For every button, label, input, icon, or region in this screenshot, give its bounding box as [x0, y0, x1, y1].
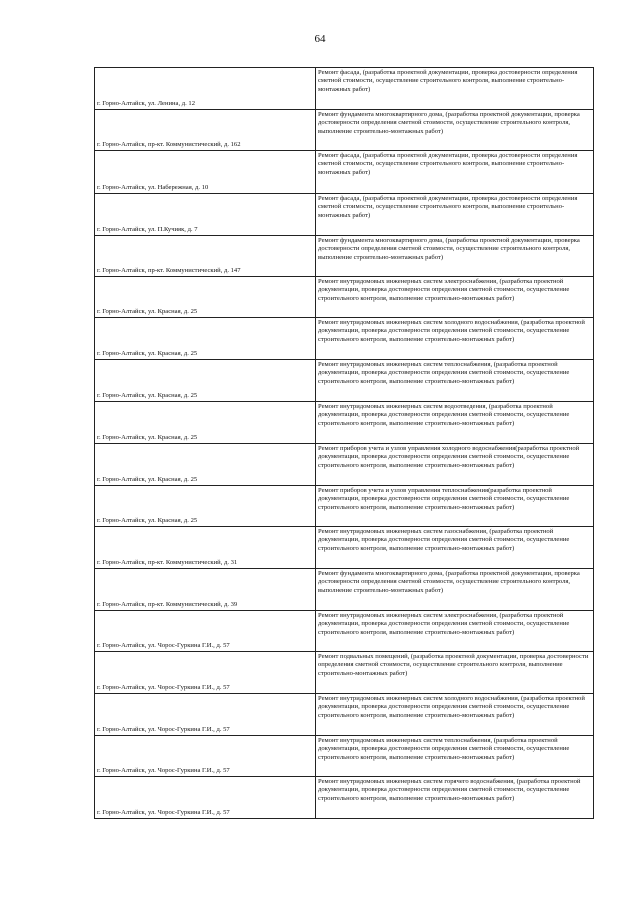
works-table-body	[95, 68, 594, 819]
table-row	[95, 236, 594, 277]
address-cell: г. Горно-Алтайск, пр-кт. Коммунистический, д. 162	[95, 110, 316, 151]
work-description-cell: Ремонт внутридомовых инженерных систем холодного водоснабжения, (разработка проектной документации, проверка достоверности определения сметной стоимости, осуществление строительного контроля, выполнение строительно-монтажных работ)	[316, 694, 594, 736]
address-cell: г. Горно-Алтайск, ул. Красная, д. 25	[95, 486, 316, 527]
table-row	[95, 402, 594, 444]
work-description-cell: Ремонт фасада, (разработка проектной документации, проверка достоверности определения сметной стоимости, осуществление строительного контроля, выполнение строительно-монтажных работ)	[316, 68, 594, 110]
table-row	[95, 110, 594, 151]
work-description-cell: Ремонт фундамента многоквартирного дома, (разработка проектной документации, проверка достоверности определения сметной стоимости, осуществление строительного контроля, выполнение строительно-монтажных работ)	[316, 110, 594, 151]
table-row	[95, 611, 594, 652]
work-description-cell: Ремонт фундамента многоквартирного дома, (разработка проектной документации, проверка достоверности определения сметной стоимости, осуществление строительного контроля, выполнение строительно-монтажных работ)	[316, 236, 594, 277]
work-description-cell: Ремонт внутридомовых инженерных систем электроснабжения, (разработка проектной документации, проверка достоверности определения сметной стоимости, осуществление строительного контроля, выполнение строительно-монтажных работ)	[316, 611, 594, 652]
work-description-cell: Ремонт внутридомовых инженерных систем теплоснабжения, (разработка проектной документации, проверка достоверности определения сметной стоимости, осуществление строительного контроля, выполнение строительно-монтажных работ)	[316, 360, 594, 402]
table-row	[95, 736, 594, 777]
table-row	[95, 360, 594, 402]
work-description-cell: Ремонт внутридомовых инженерных систем холодного водоснабжения, (разработка проектной документации, проверка достоверности определения сметной стоимости, осуществление строительного контроля, выполнение строительно-монтажных работ)	[316, 318, 594, 360]
address-cell: г. Горно-Алтайск, ул. Красная, д. 25	[95, 277, 316, 318]
address-cell: г. Горно-Алтайск, ул. Красная, д. 25	[95, 360, 316, 402]
address-cell: г. Горно-Алтайск, ул. Ленина, д. 12	[95, 68, 316, 110]
work-description-cell: Ремонт внутридомовых инженерных систем электроснабжения, (разработка проектной документации, проверка достоверности определения сметной стоимости, осуществление строительного контроля, выполнение строительно-монтажных работ)	[316, 277, 594, 318]
table-row	[95, 277, 594, 318]
table-row	[95, 694, 594, 736]
work-description-cell: Ремонт внутридомовых инженерных систем горячего водоснабжения, (разработка проектной документации, проверка достоверности определения сметной стоимости, осуществление строительного контроля, выполнение строительно-монтажных работ)	[316, 777, 594, 819]
page-number: 64	[314, 33, 326, 45]
address-cell: г. Горно-Алтайск, ул. Чорос-Гуркина Г.И., д. 57	[95, 736, 316, 777]
address-cell: г. Горно-Алтайск, пр-кт. Коммунистический, д. 147	[95, 236, 316, 277]
table-row	[95, 777, 594, 819]
table-row	[95, 318, 594, 360]
table-row	[95, 486, 594, 527]
work-description-cell: Ремонт внутридомовых инженерных систем газоснабжения, (разработка проектной документации, проверка достоверности определения сметной стоимости, осуществление строительного контроля, выполнение строительно-монтажных работ)	[316, 527, 594, 569]
address-cell: г. Горно-Алтайск, ул. Чорос-Гуркина Г.И., д. 57	[95, 777, 316, 819]
work-description-cell: Ремонт приборов учета и узлов управления холодного водоснабжения(разработка проектной документации, проверка достоверности определения сметной стоимости, осуществление строительного контроля, выполнение строительно-монтажных работ)	[316, 444, 594, 486]
address-cell: г. Горно-Алтайск, ул. П.Кучияк, д. 7	[95, 194, 316, 236]
table-row	[95, 444, 594, 486]
table-row	[95, 68, 594, 110]
table-row	[95, 527, 594, 569]
address-cell: г. Горно-Алтайск, ул. Красная, д. 25	[95, 318, 316, 360]
work-description-cell: Ремонт приборов учета и узлов управления теплоснабжения(разработка проектной документации, проверка достоверности определения сметной стоимости, осуществление строительного контроля, выполнение строительно-монтажных работ)	[316, 486, 594, 527]
address-cell: г. Горно-Алтайск, ул. Красная, д. 25	[95, 444, 316, 486]
address-cell: г. Горно-Алтайск, пр-кт. Коммунистический, д. 31	[95, 527, 316, 569]
address-cell: г. Горно-Алтайск, ул. Чорос-Гуркина Г.И., д. 57	[95, 611, 316, 652]
works-table	[94, 67, 594, 819]
table-row	[95, 569, 594, 611]
work-description-cell: Ремонт внутридомовых инженерных систем теплоснабжения, (разработка проектной документации, проверка достоверности определения сметной стоимости, осуществление строительного контроля, выполнение строительно-монтажных работ)	[316, 736, 594, 777]
work-description-cell: Ремонт внутридомовых инженерных систем водоотведения, (разработка проектной документации, проверка достоверности определения сметной стоимости, осуществление строительного контроля, выполнение строительно-монтажных работ)	[316, 402, 594, 444]
address-cell: г. Горно-Алтайск, ул. Чорос-Гуркина Г.И., д. 57	[95, 652, 316, 694]
table-row	[95, 194, 594, 236]
table-row	[95, 652, 594, 694]
address-cell: г. Горно-Алтайск, ул. Чорос-Гуркина Г.И., д. 57	[95, 694, 316, 736]
work-description-cell: Ремонт фасада, (разработка проектной документации, проверка достоверности определения сметной стоимости, осуществление строительного контроля, выполнение строительно-монтажных работ)	[316, 151, 594, 194]
address-cell: г. Горно-Алтайск, пр-кт. Коммунистический, д. 39	[95, 569, 316, 611]
address-cell: г. Горно-Алтайск, ул. Набережная, д. 10	[95, 151, 316, 194]
work-description-cell: Ремонт фундамента многоквартирного дома, (разработка проектной документации, проверка достоверности определения сметной стоимости, осуществление строительного контроля, выполнение строительно-монтажных работ)	[316, 569, 594, 611]
work-description-cell: Ремонт подвальных помещений, (разработка проектной документации, проверка достоверности определения сметной стоимости, осуществление строительного контроля, выполнение строительно-монтажных работ)	[316, 652, 594, 694]
table-row	[95, 151, 594, 194]
work-description-cell: Ремонт фасада, (разработка проектной документации, проверка достоверности определения сметной стоимости, осуществление строительного контроля, выполнение строительно-монтажных работ)	[316, 194, 594, 236]
address-cell: г. Горно-Алтайск, ул. Красная, д. 25	[95, 402, 316, 444]
